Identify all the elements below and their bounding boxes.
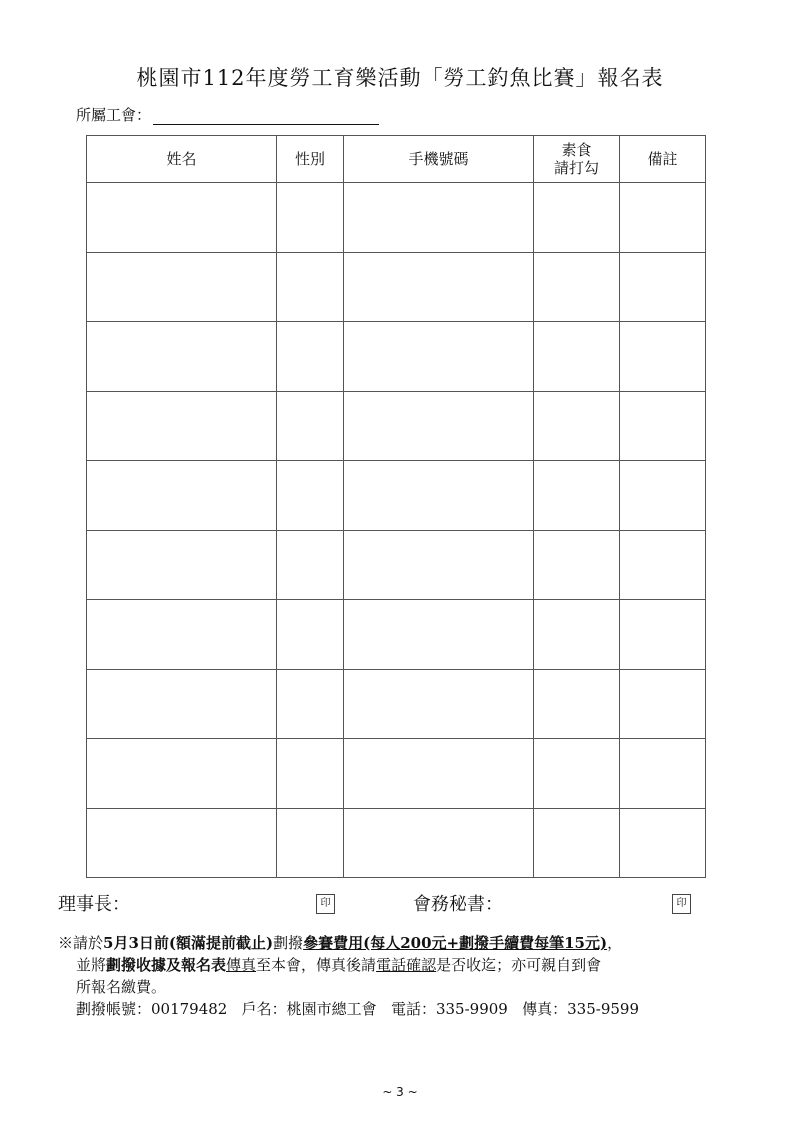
vegetarian-cell[interactable] — [534, 739, 620, 809]
name-cell[interactable] — [87, 183, 277, 253]
chairman-label: 理事長： — [58, 894, 130, 915]
gender-cell[interactable] — [277, 322, 344, 392]
note-text: 至本會，傳真後請 — [256, 956, 377, 974]
header-vegetarian — [534, 136, 620, 183]
table-row — [87, 461, 706, 531]
phone-cell[interactable] — [344, 739, 534, 809]
name-cell[interactable] — [87, 252, 277, 322]
name-cell[interactable] — [87, 669, 277, 739]
note-line-2 — [58, 954, 758, 976]
registration-table — [86, 135, 706, 878]
phone-cell[interactable] — [344, 322, 534, 392]
page-number: ~ 3 ~ — [382, 1085, 418, 1099]
table-header-row — [87, 136, 706, 183]
note-deadline: 5月3日前(額滿提前截止) — [103, 934, 274, 952]
name-cell[interactable] — [87, 461, 277, 531]
table-row — [87, 391, 706, 461]
table-row — [87, 252, 706, 322]
gender-cell[interactable] — [277, 252, 344, 322]
gender-cell[interactable] — [277, 530, 344, 600]
name-cell[interactable] — [87, 808, 277, 878]
gender-cell[interactable] — [277, 669, 344, 739]
secretary-label: 會務秘書： — [413, 894, 503, 915]
phone-cell[interactable] — [344, 391, 534, 461]
header-phone: 手機號碼 — [344, 136, 534, 183]
phone-cell[interactable] — [344, 183, 534, 253]
vegetarian-cell[interactable] — [534, 808, 620, 878]
form-title: 桃園市112年度勞工育樂活動「勞工釣魚比賽」報名表 — [136, 66, 664, 90]
payment-note — [58, 932, 758, 998]
note-text: 請於 — [73, 934, 104, 952]
table-row — [87, 808, 706, 878]
gender-cell[interactable] — [277, 600, 344, 670]
vegetarian-cell[interactable] — [534, 669, 620, 739]
phone-cell[interactable] — [344, 808, 534, 878]
header-vegetarian-line2: 請打勾 — [553, 159, 599, 177]
remarks-cell[interactable] — [620, 391, 706, 461]
note-text: 劃撥 — [273, 934, 304, 952]
phone-cell[interactable] — [344, 461, 534, 531]
vegetarian-cell[interactable] — [534, 600, 620, 670]
union-field — [76, 104, 379, 125]
remarks-cell[interactable] — [620, 808, 706, 878]
name-cell[interactable] — [87, 739, 277, 809]
note-fee: 參賽費用(每人200元+劃撥手續費每筆15元) — [303, 934, 608, 952]
remarks-cell[interactable] — [620, 461, 706, 531]
note-documents: 劃撥收據及報名表 — [106, 956, 227, 974]
table-row — [87, 530, 706, 600]
gender-cell[interactable] — [277, 183, 344, 253]
header-remarks: 備註 — [620, 136, 706, 183]
remarks-cell[interactable] — [620, 739, 706, 809]
remarks-cell[interactable] — [620, 183, 706, 253]
chairman-seal-icon: 印 — [316, 894, 335, 914]
note-text: ， — [607, 934, 623, 952]
gender-cell[interactable] — [277, 808, 344, 878]
header-gender: 性別 — [277, 136, 344, 183]
note-text: 並將 — [76, 956, 107, 974]
gender-cell[interactable] — [277, 739, 344, 809]
union-input-line[interactable] — [153, 106, 379, 125]
table-row — [87, 600, 706, 670]
remarks-cell[interactable] — [620, 530, 706, 600]
table-row — [87, 669, 706, 739]
header-vegetarian-line1: 素食 — [561, 141, 592, 159]
phone-cell[interactable] — [344, 669, 534, 739]
note-fax: 傳真 — [226, 956, 257, 974]
note-mark: ※ — [58, 934, 74, 952]
remarks-cell[interactable] — [620, 252, 706, 322]
vegetarian-cell[interactable] — [534, 183, 620, 253]
name-cell[interactable] — [87, 391, 277, 461]
name-cell[interactable] — [87, 322, 277, 392]
gender-cell[interactable] — [277, 461, 344, 531]
vegetarian-cell[interactable] — [534, 461, 620, 531]
note-line-1 — [58, 932, 758, 954]
union-label: 所屬工會： — [76, 106, 152, 124]
note-line-3: 所報名繳費。 — [76, 978, 167, 996]
vegetarian-cell[interactable] — [534, 252, 620, 322]
phone-cell[interactable] — [344, 600, 534, 670]
note-text: 是否收迄；亦可親自到會 — [436, 956, 602, 974]
phone-cell[interactable] — [344, 252, 534, 322]
name-cell[interactable] — [87, 600, 277, 670]
account-info: 劃撥帳號：00179482 戶名：桃園市總工會 電話：335-9909 傳真：335-9599 — [76, 1000, 640, 1018]
note-phone-confirm: 電話確認 — [376, 956, 437, 974]
table-row — [87, 183, 706, 253]
phone-cell[interactable] — [344, 530, 534, 600]
remarks-cell[interactable] — [620, 322, 706, 392]
table-row — [87, 322, 706, 392]
name-cell[interactable] — [87, 530, 277, 600]
vegetarian-cell[interactable] — [534, 322, 620, 392]
remarks-cell[interactable] — [620, 669, 706, 739]
secretary-seal-icon: 印 — [672, 894, 691, 914]
gender-cell[interactable] — [277, 391, 344, 461]
table-row — [87, 739, 706, 809]
vegetarian-cell[interactable] — [534, 391, 620, 461]
remarks-cell[interactable] — [620, 600, 706, 670]
vegetarian-cell[interactable] — [534, 530, 620, 600]
header-name: 姓名 — [87, 136, 277, 183]
